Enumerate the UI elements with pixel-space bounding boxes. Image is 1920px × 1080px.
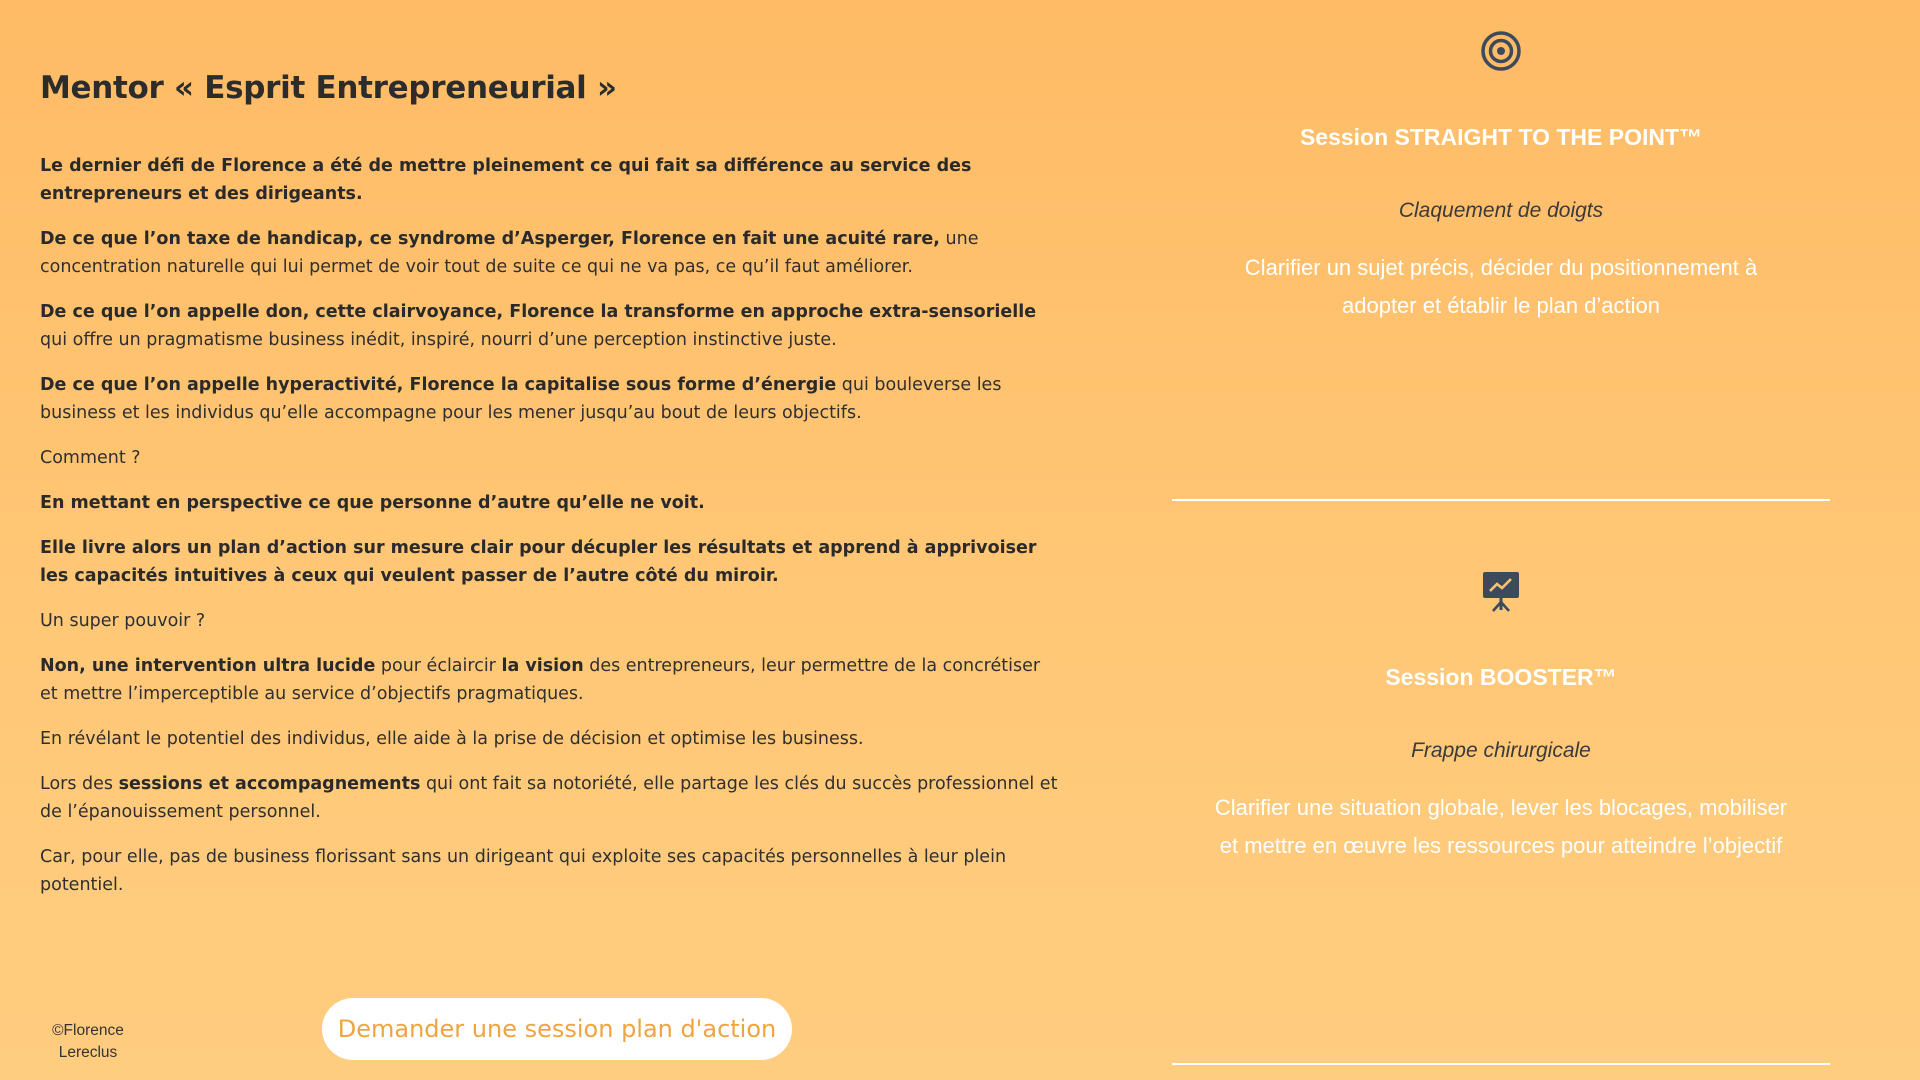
session-title: Session STRAIGHT TO THE POINT™ — [1299, 124, 1703, 150]
about-paragraph — [40, 534, 1060, 590]
bold-text: De ce que l’on appelle don, cette clairvoyance, Florence la transforme en approche extra-sensorielle — [40, 302, 1037, 322]
text: qui bouleverse les business et les individus qu’elle accompagne pour les mener jusqu’au bout de leurs objectifs. — [40, 375, 1002, 423]
about-paragraph — [40, 607, 1060, 635]
text: En révélant le potentiel des individus, elle aide à la prise de décision et optimise les business. — [40, 729, 864, 749]
about-paragraph — [40, 152, 1060, 208]
session-description-line-1: Clarifier une situation globale, lever les blocages, mobiliser — [1214, 795, 1788, 820]
session-subtitle: Claquement de doigts — [1398, 199, 1604, 222]
about-paragraph — [40, 770, 1060, 826]
about-paragraph — [40, 652, 1060, 708]
session-description-line-1: Clarifier un sujet précis, décider du positionnement à — [1244, 255, 1758, 280]
text: qui offre un pragmatisme business inédit, inspiré, nourri d’une perception instinctive juste. — [40, 330, 837, 350]
copyright-line-1: ©Florence — [52, 1022, 124, 1039]
text: pour éclaircir — [375, 656, 502, 676]
copyright-line-2: Lereclus — [58, 1044, 118, 1061]
about-paragraph — [40, 843, 1060, 899]
bold-text: la vision — [501, 656, 584, 676]
about-paragraphs — [40, 152, 1060, 899]
about-section — [40, 70, 1060, 916]
copyright — [40, 1020, 136, 1064]
session-booster — [1172, 570, 1830, 865]
about-paragraph — [40, 225, 1060, 281]
session-divider — [1172, 499, 1830, 501]
text: Comment ? — [40, 448, 141, 468]
target-icon — [1480, 30, 1522, 72]
text: qui ont fait sa notoriété, elle partage les clés du succès professionnel et de l’épanouissement personnel. — [40, 774, 1058, 822]
about-paragraph — [40, 444, 1060, 472]
session-description-line-2: et mettre en œuvre les ressources pour atteindre l’objectif — [1219, 833, 1783, 858]
text: Lors des — [40, 774, 119, 794]
request-session-button[interactable]: Demander une session plan d'action — [322, 998, 792, 1060]
about-paragraph — [40, 298, 1060, 354]
session-straight-to-the-point — [1172, 30, 1830, 325]
session-title: Session BOOSTER™ — [1385, 664, 1617, 690]
presentation-chart-icon — [1481, 570, 1521, 612]
bold-text: Elle livre alors un plan d’action sur mesure clair pour décupler les résultats et apprend à apprivoiser les capacités intuitives à ceux qui veulent passer de l’autre côté du miroir. — [40, 538, 1037, 586]
bold-text: Le dernier défi de Florence a été de mettre pleinement ce qui fait sa différence au service des entrepreneurs et des dirigeants. — [40, 156, 972, 204]
bold-text: En mettant en perspective ce que personne d’autre qu’elle ne voit. — [40, 493, 705, 513]
text: Car, pour elle, pas de business florissant sans un dirigeant qui exploite ses capacités personnelles à leur plein potentiel. — [40, 847, 1007, 895]
session-divider-bottom — [1172, 1063, 1830, 1065]
bold-text: De ce que l’on taxe de handicap, ce syndrome d’Asperger, Florence en fait une acuité rare, — [40, 229, 940, 249]
text: des entrepreneurs, leur permettre de la concrétiser et mettre l’imperceptible au service d’objectifs pragmatiques. — [40, 656, 1041, 704]
bold-text: sessions et accompagnements — [118, 774, 421, 794]
session-description-line-2: adopter et établir le plan d’action — [1342, 293, 1660, 318]
about-paragraph — [40, 371, 1060, 427]
session-description — [1201, 249, 1801, 325]
bold-text: Non, une intervention ultra lucide — [40, 656, 376, 676]
text: une concentration naturelle qui lui permet de voir tout de suite ce qui ne va pas, ce qu’il faut améliorer. — [40, 229, 979, 277]
about-paragraph — [40, 725, 1060, 753]
session-description — [1201, 789, 1801, 865]
page-title: Mentor « Esprit Entrepreneurial » — [40, 70, 617, 106]
session-subtitle: Frappe chirurgicale — [1411, 739, 1591, 762]
bold-text: De ce que l’on appelle hyperactivité, Florence la capitalise sous forme d’énergie — [40, 375, 837, 395]
text: Un super pouvoir ? — [40, 611, 206, 631]
about-paragraph — [40, 489, 1060, 517]
